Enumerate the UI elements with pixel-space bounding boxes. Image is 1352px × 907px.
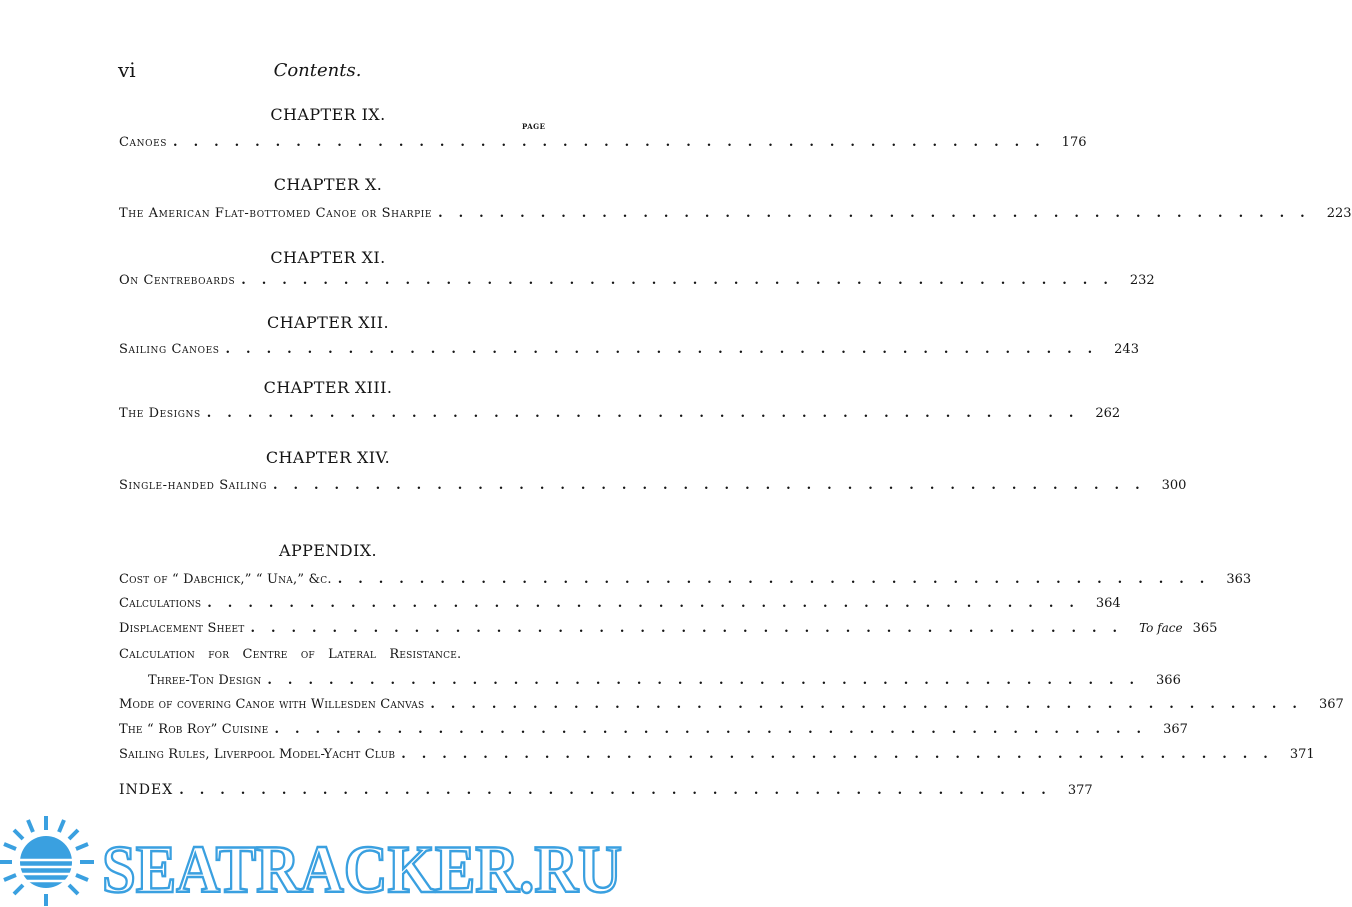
entry-page: 371	[1289, 747, 1315, 762]
entry-title: The Designs	[119, 406, 201, 421]
entry-page: 365	[1192, 621, 1218, 636]
entry-title: Calculation for Centre of Lateral Resistance.	[119, 647, 462, 662]
toc-entry[interactable]	[119, 697, 1344, 715]
leader-dots: ...........................................	[225, 342, 1109, 357]
toc-entry[interactable]	[119, 135, 1087, 153]
leader-dots: ...........................................	[337, 572, 1221, 587]
leader-dots: ...........................................	[438, 206, 1321, 221]
entry-page: 367	[1163, 722, 1188, 737]
leader-dots: ...........................................	[272, 478, 1156, 493]
entry-title: Displacement Sheet	[119, 621, 245, 636]
toc-entry[interactable]	[119, 342, 1139, 360]
leader-dots: ...........................................	[274, 722, 1158, 737]
chapter-heading: CHAPTER XIII.	[263, 378, 393, 397]
leader-dots: ...........................................	[173, 135, 1056, 150]
toc-entry[interactable]	[119, 621, 1218, 639]
entry-page: 262	[1095, 406, 1121, 421]
toc-entry[interactable]	[119, 596, 1121, 614]
leader-dots: ...........................................	[207, 596, 1090, 611]
entry-page: 223	[1326, 206, 1352, 221]
leader-dots: ...........................................	[430, 697, 1313, 712]
entry-title: Mode of covering Canoe with Willesden Canvas	[119, 697, 425, 712]
toc-entry[interactable]	[119, 478, 1187, 496]
leader-dots: ...........................................	[241, 273, 1124, 288]
entry-page: 243	[1114, 342, 1139, 357]
toc-entry[interactable]	[148, 673, 1181, 691]
entry-page: 367	[1318, 697, 1344, 712]
entry-page: 366	[1156, 673, 1181, 688]
toc-entry[interactable]	[119, 647, 544, 665]
leader-dots: ...........................................	[179, 783, 1062, 798]
leader-dots: ...........................................	[267, 673, 1151, 688]
toc-entry[interactable]	[119, 406, 1121, 424]
toc-entry[interactable]	[119, 206, 1352, 224]
entry-page: 232	[1129, 273, 1155, 288]
chapter-heading: CHAPTER X.	[273, 175, 383, 194]
sun-icon	[0, 816, 94, 906]
toc-entry[interactable]	[119, 722, 1188, 740]
entry-page: 176	[1061, 135, 1087, 150]
entry-page: 300	[1161, 478, 1187, 493]
entry-page: 363	[1226, 572, 1252, 587]
entry-page: 364	[1095, 596, 1121, 611]
to-face-note: To face	[1139, 621, 1183, 635]
toc-entry[interactable]	[119, 273, 1155, 291]
index-entry[interactable]	[119, 782, 1093, 800]
entry-title: Single-handed Sailing	[119, 478, 267, 493]
entry-title: Sailing Canoes	[119, 342, 220, 357]
leader-dots: ...........................................	[206, 406, 1090, 421]
chapter-heading: CHAPTER IX.	[270, 105, 386, 124]
watermark-text: SEATRACKER.RU	[102, 831, 622, 907]
entry-title: On Centreboards	[119, 273, 236, 288]
toc-entry[interactable]	[119, 572, 1252, 590]
chapter-heading: CHAPTER XI.	[270, 248, 386, 267]
toc-entry[interactable]	[119, 747, 1315, 765]
entry-title: INDEX	[119, 782, 174, 798]
entry-page: 377	[1067, 783, 1093, 798]
page-number: vi	[118, 58, 136, 82]
entry-title: Three-Ton Design	[148, 673, 262, 688]
page-column-label: PAGE	[522, 122, 546, 131]
entry-title: Calculations	[119, 596, 202, 611]
watermark-logo	[0, 812, 635, 907]
leader-dots: ...........................................	[250, 621, 1134, 636]
entry-title: Cost of “ Dabchick,” “ Una,” &c.	[119, 572, 332, 587]
entry-title: Sailing Rules, Liverpool Model-Yacht Club	[119, 747, 396, 762]
appendix-heading: APPENDIX.	[279, 541, 377, 560]
entry-title: The “ Rob Roy” Cuisine	[119, 722, 269, 737]
running-title: Contents.	[273, 60, 362, 81]
entry-title: Canoes	[119, 135, 168, 150]
chapter-heading: CHAPTER XIV.	[265, 448, 391, 467]
entry-title: The American Flat-bottomed Canoe or Sharpie	[119, 206, 433, 221]
leader-dots: ...........................................	[401, 747, 1284, 762]
chapter-heading: CHAPTER XII.	[267, 313, 389, 332]
